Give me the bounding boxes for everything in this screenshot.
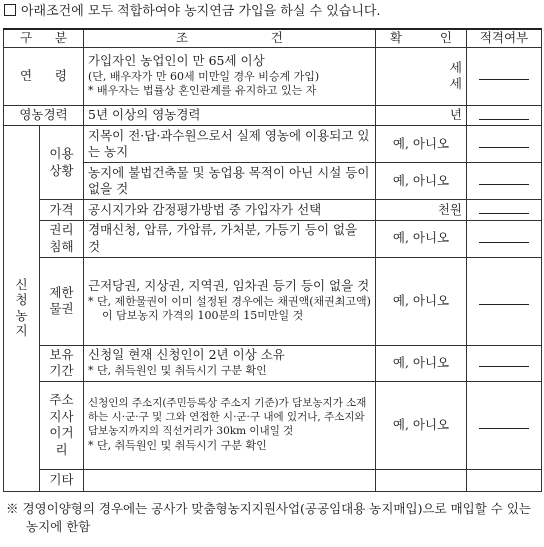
confirm-rights[interactable]: 예, 아니오 — [376, 220, 467, 257]
condition-use-2: 농지에 불법건축물 및 농업용 목적이 아닌 시설 등이 없을 것 — [84, 163, 376, 200]
condition-use-1: 지목이 전·답·과수원으로서 실제 영농에 이용되고 있는 농지 — [84, 126, 376, 163]
header-eligibility: 적격여부 — [467, 29, 542, 47]
condition-etc[interactable] — [84, 469, 376, 491]
confirm-price[interactable]: 천원 — [376, 200, 467, 221]
condition-restrict: 근저당권, 지상권, 지역권, 임차권 등기 등이 없을 것 * 단, 제한물권이 이미 설정된 경우에는 채권액(채권최고액)이 담보농지 가격의 100분의 15미만일 것 — [84, 257, 376, 345]
condition-hold: 신청일 현재 신청인이 2년 이상 소유 * 단, 취득원인 및 취득시기 구분 확인 — [84, 345, 376, 381]
label-restrict: 제한물권 — [40, 257, 84, 345]
label-hold: 보유기간 — [40, 345, 84, 381]
label-etc: 기타 — [40, 469, 84, 491]
confirm-career[interactable]: 년 — [376, 105, 467, 126]
label-rights: 권리침해 — [40, 220, 84, 257]
label-group-farmland: 신청농지 — [4, 126, 40, 492]
table-header-row — [4, 29, 542, 47]
row-hold — [4, 345, 542, 381]
eligibility-restrict[interactable] — [467, 257, 542, 345]
header-category: 구 분 — [4, 29, 84, 47]
confirm-age[interactable]: 세 세 — [376, 47, 467, 105]
eligibility-hold[interactable] — [467, 345, 542, 381]
eligibility-table — [3, 28, 542, 492]
label-use: 이용상황 — [40, 126, 84, 200]
row-restrict — [4, 257, 542, 345]
label-price: 가격 — [40, 200, 84, 221]
intro-text: 아래조건에 모두 적합하여야 농지연금 가입을 하실 수 있습니다. — [21, 4, 381, 19]
confirm-address[interactable]: 예, 아니오 — [376, 381, 467, 469]
row-use-2 — [4, 163, 542, 200]
row-career — [4, 105, 542, 126]
eligibility-age[interactable] — [467, 47, 542, 105]
confirm-use-2[interactable]: 예, 아니오 — [376, 163, 467, 200]
eligibility-use-1[interactable] — [467, 126, 542, 163]
header-condition: 조 건 — [84, 29, 376, 47]
checkbox-icon[interactable] — [4, 4, 16, 16]
eligibility-etc[interactable] — [467, 469, 542, 491]
condition-age: 가입자인 농업인이 만 65세 이상 (단, 배우자가 만 60세 미만일 경우 비승계 가입) * 배우자는 법률상 혼인관계를 유지하고 있는 자 — [84, 47, 376, 105]
header-confirm: 확 인 — [376, 29, 467, 47]
eligibility-use-2[interactable] — [467, 163, 542, 200]
row-age — [4, 47, 542, 105]
label-age: 연 령 — [4, 47, 84, 105]
eligibility-career[interactable] — [467, 105, 542, 126]
intro-line — [4, 3, 381, 20]
condition-rights: 경매신청, 압류, 가압류, 가처분, 가등기 등이 없을 것 — [84, 220, 376, 257]
condition-price: 공시지가와 감정평가방법 중 가입자가 선택 — [84, 200, 376, 221]
condition-address: 신청인의 주소지(주민등록상 주소지 기준)가 담보농지가 소재하는 시·군·구 및 그와 연접한 시·군·구 내에 있거나, 주소지와 담보농지까지의 직선거리가 30km 이내일 것 * 단, 취득원인 및 취득시기 구분 확인 — [84, 381, 376, 469]
condition-career: 5년 이상의 영농경력 — [84, 105, 376, 126]
confirm-restrict[interactable]: 예, 아니오 — [376, 257, 467, 345]
label-address: 주소지사이거리 — [40, 381, 84, 469]
footnote: ※ 경영이양형의 경우에는 공사가 맞춤형농지지원사업(공공임대용 농지매입)으로 매입할 수 있는 농지에 한함 — [6, 501, 531, 535]
confirm-hold[interactable]: 예, 아니오 — [376, 345, 467, 381]
row-price — [4, 200, 542, 221]
label-career: 영농경력 — [4, 105, 84, 126]
eligibility-rights[interactable] — [467, 220, 542, 257]
confirm-etc[interactable] — [376, 469, 467, 491]
row-use-1 — [4, 126, 542, 163]
row-rights — [4, 220, 542, 257]
eligibility-address[interactable] — [467, 381, 542, 469]
eligibility-price[interactable] — [467, 200, 542, 221]
confirm-use-1[interactable]: 예, 아니오 — [376, 126, 467, 163]
row-etc — [4, 469, 542, 491]
row-address — [4, 381, 542, 469]
